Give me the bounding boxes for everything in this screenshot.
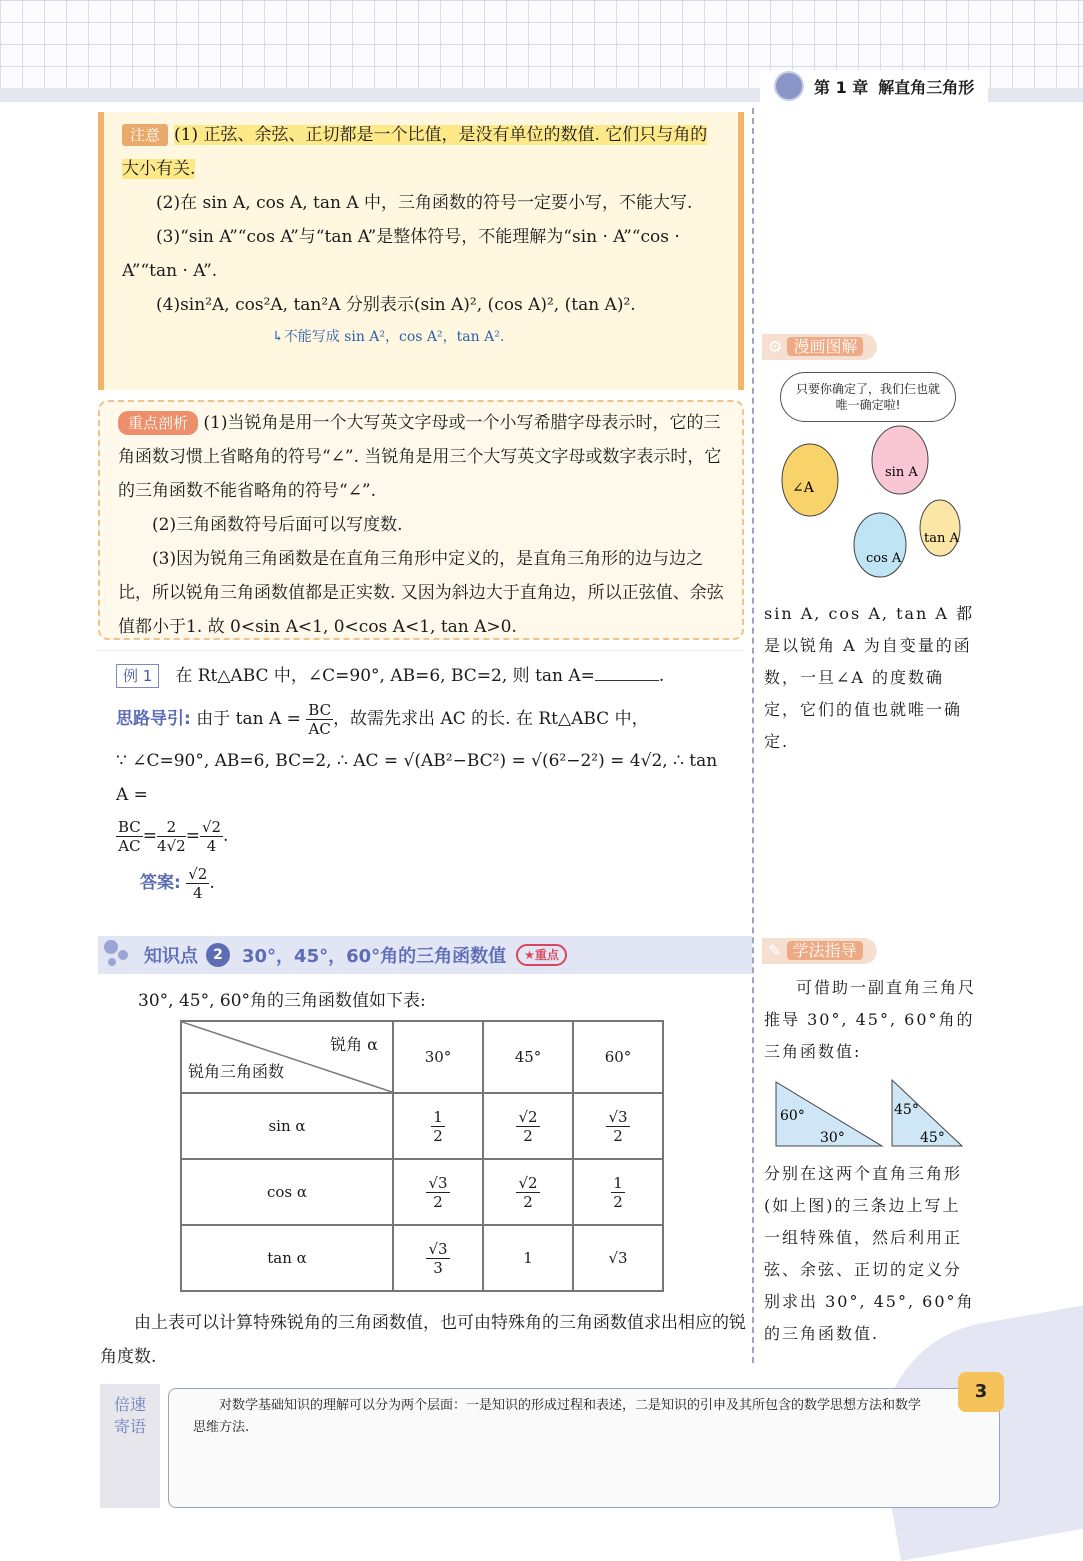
method-text-2: 分别在这两个直角三角形(如上图)的三条边上写上一组特殊值，然后利用正弦、余弦、正切的定义分别求出 30°, 45°, 60°角的三角函数值. (764, 1164, 975, 1343)
example-question: 例 1 在 Rt△ABC 中，∠C=90°, AB=6, BC=2, 则 tan A= . (116, 659, 730, 693)
fraction-2: $\frac{2}{4√2}$ (157, 818, 186, 855)
chapter-heading (760, 70, 988, 102)
note-p1: 注意 (1) 正弦、余弦、正切都是一个比值，是没有单位的数值. 它们只与角的大小有关. (122, 125, 708, 179)
char-cos: cos A (866, 551, 902, 566)
example-line3: $\frac{BC}{AC}$ = $\frac{2}{4√2}$ = $\frac{√2}{4}$ . (118, 818, 229, 855)
table-cell: $\frac{√3}{3}$ (393, 1225, 483, 1291)
row-label: sin α (181, 1093, 393, 1159)
note-tag: 注意 (122, 124, 168, 146)
comic-tag: ⚙ 漫画图解 (762, 334, 877, 360)
key-p2: (2)三角函数符号后面可以写度数. (152, 515, 403, 535)
note-p3: (3)“sin A”“cos A”与“tan A”是整体符号，不能理解为“sin · A”“cos · A”“tan · A”. (122, 227, 680, 281)
table-cell: $\frac{√3}{2}$ (393, 1159, 483, 1225)
after-table-text: 由上表可以计算特殊锐角的三角函数值，也可由特殊角的三角函数值求出相应的锐角度数. (100, 1313, 746, 1367)
chapter-logo-icon (774, 71, 804, 101)
example-tag: 例 1 (116, 664, 159, 688)
table-cell: $\frac{1}{2}$ (573, 1159, 663, 1225)
sidebar-divider (752, 108, 754, 1363)
header-45: 45° (483, 1021, 573, 1093)
chapter-number: 第 1 章 (814, 77, 869, 97)
importance-stamp: ★重点 (516, 944, 567, 966)
note-p4: (4)sin²A, cos²A, tan²A 分别表示(sin A)², (cos A)², (tan A)². (156, 295, 636, 315)
table-row (181, 1225, 663, 1291)
kp-title: 30°，45°，60°角的三角函数值 (242, 946, 507, 967)
row-label: cos α (181, 1159, 393, 1225)
table-corner-cell (181, 1021, 393, 1093)
row-label: tan α (181, 1225, 393, 1291)
table-header-row (181, 1021, 663, 1093)
footer-message-box (168, 1388, 1000, 1508)
fraction-3: $\frac{√2}{4}$ (201, 818, 222, 855)
method-text-1: 可借助一副直角三角尺推导 30°, 45°, 60°角的三角函数值: (764, 978, 977, 1061)
table-row (181, 1159, 663, 1225)
key-p1: 重点剖析 (1)当锐角是用一个大写英文字母或一个小写希腊字母表示时，它的三角函数习惯上省略角的符号“∠”. 当锐角是用三个大写英文字母或数字表示时，它的三角函数不能省略角的符号“∠”. (118, 413, 722, 501)
chapter-title: 解直角三角形 (878, 77, 975, 97)
table-intro: 30°, 45°, 60°角的三角函数值如下表: (138, 991, 426, 1011)
char-tan: tan A (924, 531, 959, 546)
corner-top-label: 锐角 α (330, 1035, 378, 1054)
table-cell: $\frac{√2}{2}$ (483, 1093, 573, 1159)
knowledge-point-header (98, 936, 752, 974)
footer-box (100, 1384, 1000, 1508)
fraction-1: $\frac{BC}{AC}$ (118, 818, 141, 855)
set-square-diagram (772, 1076, 972, 1150)
header-60: 60° (573, 1021, 663, 1093)
tri1-angle-a: 60° (780, 1108, 805, 1124)
comic-illustration (770, 420, 980, 590)
tri2-angle-b: 45° (920, 1130, 945, 1146)
key-analysis-block (98, 400, 744, 640)
example-block (98, 650, 744, 922)
table-cell: 1 (483, 1225, 573, 1291)
example-hint: 思路导引: 由于 tan A = $\frac{BC}{AC}$ ，故需先求出 AC 的长. 在 Rt△ABC 中， (116, 701, 649, 738)
page-number: 3 (958, 1372, 1004, 1412)
note-p4-remark: ↳不能写成 sin A²，cos A²，tan A². (272, 329, 505, 345)
answer-label: 答案: (140, 873, 181, 893)
key-p3: (3)因为锐角三角函数是在直角三角形中定义的，是直角三角形的边与边之比，所以锐角三角函数值都是正实数. 又因为斜边大于直角边，所以正弦值、余弦值都小于1. 故 0<sin A<1, 0<cos A<1, tan A>0. (118, 549, 724, 637)
answer-blank (595, 664, 659, 681)
kp-number: 2 (206, 943, 230, 967)
key-tag: 重点剖析 (118, 411, 198, 435)
note-block (98, 112, 744, 390)
example-line2: ∵ ∠C=90°, AB=6, BC=2, ∴ AC = √(AB²−BC²) = √(6²−2²) = 4√2, ∴ tan A = (116, 751, 718, 805)
method-tag: ✎ 学法指导 (762, 938, 877, 964)
table-cell: $\frac{1}{2}$ (393, 1093, 483, 1159)
speech-bubble: 只要你确定了，我们仨也就唯一确定啦! (780, 372, 956, 422)
trig-values-table (180, 1020, 664, 1292)
corner-bottom-label: 锐角三角函数 (188, 1062, 285, 1081)
table-cell: $\frac{√3}{2}$ (573, 1093, 663, 1159)
answer-fraction: $\frac{√2}{4}$ (188, 865, 208, 902)
table-row (181, 1093, 663, 1159)
char-angle-a: ∠A (792, 480, 814, 496)
footer-tag: 倍速 寄语 (100, 1384, 160, 1508)
header-30: 30° (393, 1021, 483, 1093)
tri1-angle-b: 30° (820, 1130, 845, 1146)
dots-icon (98, 936, 144, 974)
footer-text: 对数学基础知识的理解可以分为两个层面：一是知识的形成过程和表述，二是知识的引申及其所包含的数学思想方法和数学思维方法. (193, 1398, 922, 1435)
hint-label: 思路导引: (116, 709, 191, 729)
char-sin: sin A (885, 465, 918, 480)
table-cell: √3 (573, 1225, 663, 1291)
kp-label: 知识点 (144, 946, 198, 967)
example-answer: 答案: $\frac{√2}{4}$ . (140, 865, 215, 902)
table-cell: $\frac{√2}{2}$ (483, 1159, 573, 1225)
note-p2: (2)在 sin A, cos A, tan A 中，三角函数的符号一定要小写，不能大写. (156, 193, 693, 213)
comic-caption: sin A, cos A, tan A 都是以锐角 A 为自变量的函数，一旦∠A 的度数确定，它们的值也就唯一确定. (764, 604, 975, 751)
fraction-bc-ac: $\frac{BC}{AC}$ (308, 701, 332, 738)
tri2-angle-a: 45° (894, 1102, 919, 1118)
